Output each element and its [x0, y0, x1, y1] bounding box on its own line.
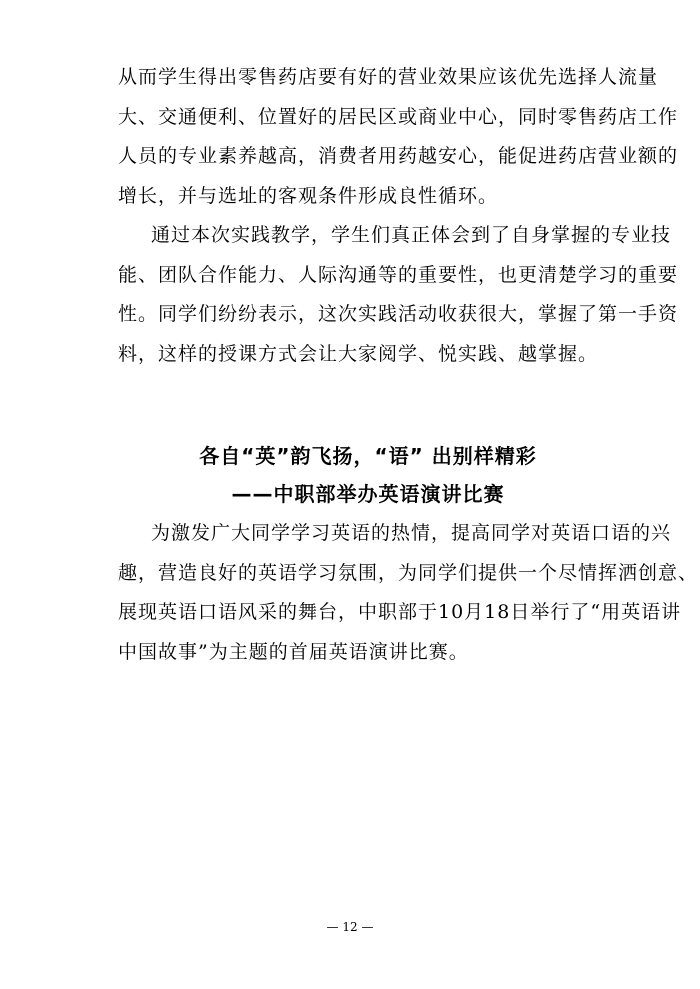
text-line: 从而学生得出零售药店要有好的营业效果应该优先选择人流量	[118, 66, 659, 88]
paragraph-pharmacy-conclusion	[118, 58, 679, 216]
text-line: 增长，并与选址的客观条件形成良性循环。	[118, 184, 499, 207]
text-line: 中国故事”为主题的首届英语演讲比赛。	[118, 640, 469, 663]
page-number: — 12 —	[326, 920, 374, 934]
article-title: 各自“英”韵飞扬，“语” 出别样精彩	[199, 444, 537, 468]
text-line: 通过本次实践教学，学生们真正体会到了自身掌握的专业技	[151, 224, 672, 246]
text-line: 人员的专业素养越高，消费者用药越安心，能促进药店营业额的	[118, 145, 679, 167]
text-line: 性。同学们纷纷表示，这次实践活动收获很大，掌握了第一手资	[118, 303, 679, 325]
article-subtitle: ——中职部举办英语演讲比赛	[231, 482, 505, 506]
text-line: 为激发广大同学学习英语的热情，提高同学对英语口语的兴	[151, 522, 672, 544]
text-line: 能、团队合作能力、人际沟通等的重要性，也更清楚学习的重要	[118, 263, 679, 286]
text-line: 趣，营造良好的英语学习氛围，为同学们提供一个尽情挥洒创意、	[118, 561, 699, 584]
paragraph-practice-teaching	[118, 216, 679, 374]
text-line: 大、交通便利、位置好的居民区或商业中心，同时零售药店工作	[118, 105, 679, 128]
text-line: 展现英语口语风采的舞台，中职部于10月18日举行了“用英语讲	[118, 601, 682, 623]
text-line: 料，这样的授课方式会让大家阅学、悦实践、越掌握。	[118, 342, 599, 365]
paragraph-english-contest	[118, 514, 699, 672]
